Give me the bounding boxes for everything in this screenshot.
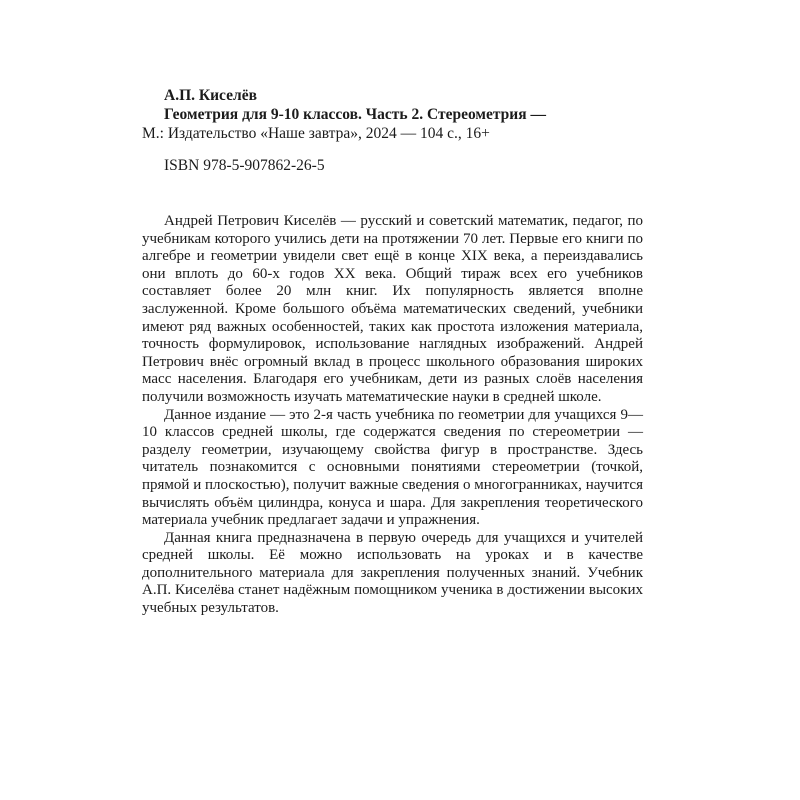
- book-author: А.П. Киселёв: [164, 87, 257, 104]
- bibliographic-record: [142, 86, 643, 175]
- annotation-paragraph-audience: Данная книга предназначена в первую очередь для учащихся и учителей средней школы. Её можно использовать на уроках и в качестве дополнительного материала для закрепления полученных знаний. Учебник А.П. Киселёва станет надёжным помощником ученика в достижении высоких учебных результатов.: [142, 529, 643, 617]
- book-isbn: ISBN 978-5-907862-26-5: [164, 157, 325, 174]
- annotation: [142, 213, 643, 618]
- book-imprint: М.: Издательство «Наше завтра», 2024 — 104 с., 16+: [142, 125, 490, 142]
- text-block: [142, 86, 643, 618]
- annotation-paragraph-about-author: Андрей Петрович Киселёв — русский и советский математик, педагог, по учебникам которого учились дети на протяжении 70 лет. Первые его книги по алгебре и геометрии увидели свет ещё в конце XIX века, а переиздавались они вплоть до 60-х годов XX века. Общий тираж всех его учебников составляет более 20 млн книг. Их популярность является вполне заслуженной. Кроме большого объёма математических сведений, учебники имеют ряд важных особенностей, таких как простота изложения материала, точность формулировок, использование наглядных изображений. Андрей Петрович внёс огромный вклад в процесс школьного образования широких масс населения. Благодаря его учебникам, дети из разных слоёв населения получили возможность изучать математические науки в средней школе.: [142, 213, 643, 405]
- annotation-paragraph-about-edition: Данное издание — это 2-я часть учебника по геометрии для учащихся 9—10 классов средней школы, где содержатся сведения по стереометрии — разделу геометрии, изучающему свойства фигур в пространстве. Здесь читатель познакомится с основными понятиями стереометрии (точкой, прямой и плоскостью), получит важные сведения о многогранниках, научится вычислять объём цилиндра, конуса и шара. Для закрепления теоретического материала учебник предлагает задачи и упражнения.: [142, 406, 643, 529]
- book-title: Геометрия для 9-10 классов. Часть 2. Стереометрия —: [164, 106, 546, 123]
